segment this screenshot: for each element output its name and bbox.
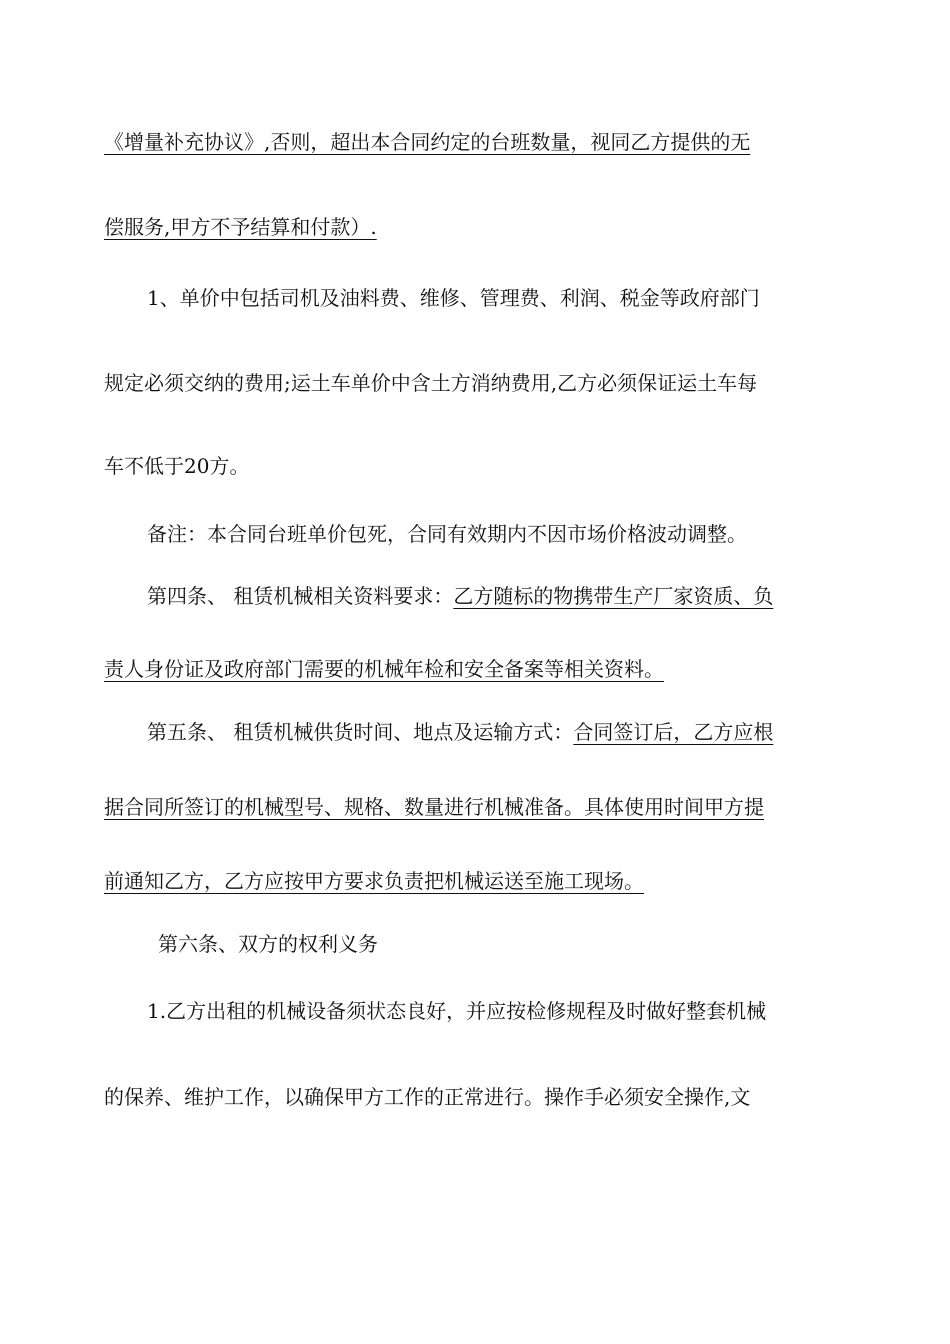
text-line-13: 1.乙方出租的机械设备须状态良好，并应按检修规程及时做好整套机械 [147,999,767,1023]
text-line-5: 车不低于20方。 [104,454,250,478]
underlined-text: 合同签订后，乙方应根 [573,720,774,744]
underlined-text: 乙方随标的物携带生产厂家资质、负 [453,584,774,608]
text-line-6: 备注：本合同台班单价包死，合同有效期内不因市场价格波动调整。 [147,522,747,546]
text-line-12: 第六条、双方的权利义务 [158,932,378,956]
underlined-text: 《增量补充协议》,否则，超出本合同约定的台班数量，视同乙方提供的无 [104,130,751,154]
text-line-10 [104,793,864,821]
text-line-9: 第五条、 租赁机械供货时间、地点及运输方式：合同签订后，乙方应根 [147,720,774,744]
underlined-text: 责人身份证及政府部门需要的机械年检和安全备案等相关资料。 [104,657,664,681]
text-line-2 [104,213,864,241]
underlined-text: 前通知乙方，乙方应按甲方要求负责把机械运送至施工现场。 [104,869,644,893]
underlined-text: 偿服务,甲方不予结算和付款）. [104,215,377,239]
text-line-3: 1、单价中包括司机及油料费、维修、管理费、利润、税金等政府部门 [147,286,760,310]
text-line-11 [104,867,864,895]
text-line-7: 第四条、 租赁机械相关资料要求：乙方随标的物携带生产厂家资质、负 [147,584,774,608]
text-line-4: 规定必须交纳的费用;运土车单价中含土方消纳费用,乙方必须保证运土车每 [104,371,758,395]
text-line-8 [104,655,864,683]
text-line-14: 的保养、维护工作，以确保甲方工作的正常进行。操作手必须安全操作,文 [104,1085,751,1109]
underlined-text: 据合同所签订的机械型号、规格、数量进行机械准备。具体使用时间甲方提 [104,795,764,819]
text-line-1 [104,128,864,156]
